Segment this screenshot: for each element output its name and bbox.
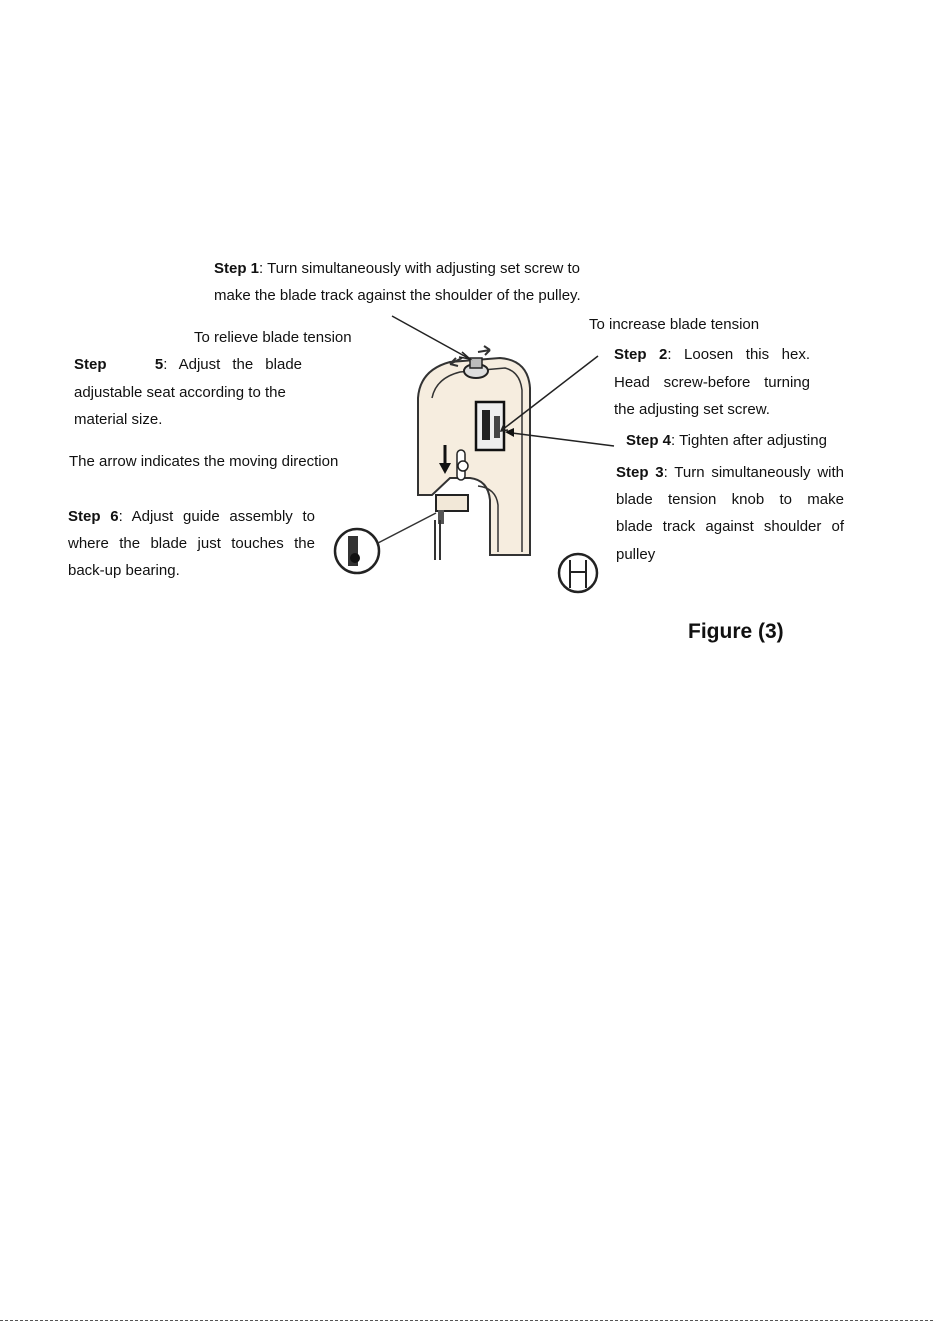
step2-label: Step 2 xyxy=(614,346,668,363)
step6-line1-rest: : Adjust guide assembly to xyxy=(118,508,316,525)
step1-line2: make the blade track against the shoulder of the pulley. xyxy=(214,287,581,304)
step6-label: Step 6 xyxy=(68,508,119,525)
step5-line3: material size. xyxy=(74,411,163,428)
relieve-tension-label: To relieve blade tension xyxy=(194,329,352,346)
step2-line3: the adjusting set screw. xyxy=(614,401,770,418)
step5-line2: adjustable seat according to the xyxy=(74,384,286,401)
figure-title: Figure (3) xyxy=(688,620,784,643)
step3-line1-rest: : Turn simultaneously with xyxy=(663,464,845,481)
step5-line1-rest: : Adjust the blade xyxy=(163,356,303,373)
step2-line2: Head screw-before turning xyxy=(614,374,810,391)
step4-line xyxy=(626,427,827,454)
step5-line1 xyxy=(74,351,302,378)
step2-line1-rest: : Loosen this hex. xyxy=(667,346,811,363)
step3-line2: blade tension knob to make xyxy=(616,491,844,508)
page-bottom-rule xyxy=(0,1320,933,1321)
arrow-note: The arrow indicates the moving direction xyxy=(69,453,339,470)
step3-line1 xyxy=(616,459,844,486)
step4-label: Step 4 xyxy=(626,432,672,449)
step3-label: Step 3 xyxy=(616,464,664,481)
step3-line3: blade track against shoulder of xyxy=(616,518,844,535)
step2-line1 xyxy=(614,341,810,368)
step1-line1 xyxy=(214,255,580,282)
step6-line2: where the blade just touches the xyxy=(68,535,315,552)
step6-line1 xyxy=(68,503,315,530)
step5-num: 5 xyxy=(154,356,164,373)
step6-line3: back-up bearing. xyxy=(68,562,180,579)
increase-tension-label: To increase blade tension xyxy=(589,316,760,333)
step1-label: Step 1 xyxy=(214,260,260,277)
step3-line4: pulley xyxy=(616,546,656,563)
step5-label: Step xyxy=(74,356,107,373)
step1-text-line1: : Turn simultaneously with adjusting set screw to xyxy=(259,260,580,277)
step4-text: : Tighten after adjusting xyxy=(671,432,827,449)
